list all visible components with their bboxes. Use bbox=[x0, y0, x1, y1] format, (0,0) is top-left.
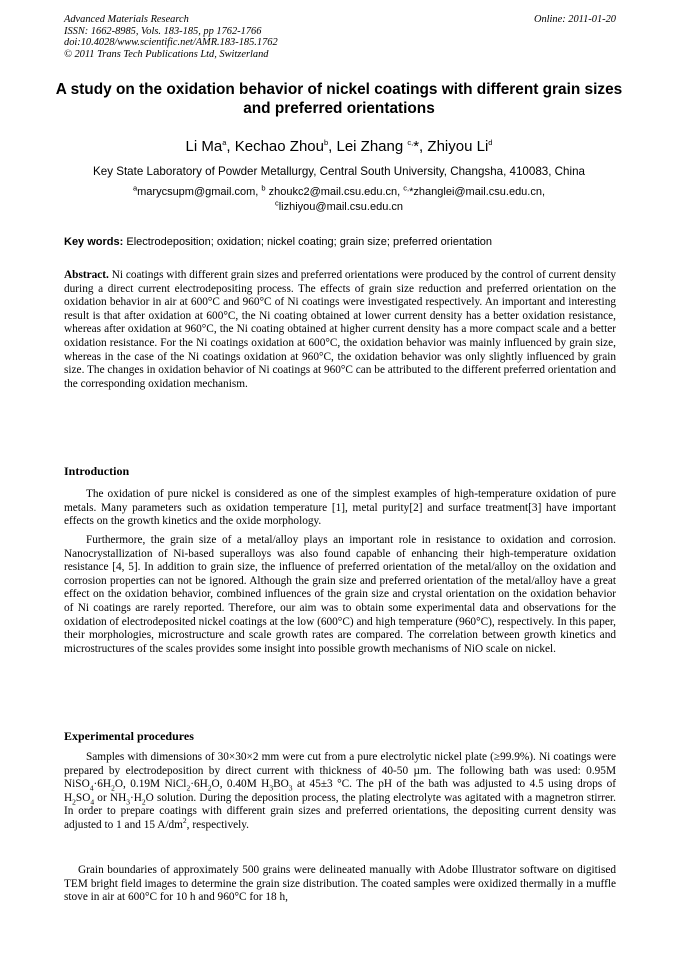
experimental-paragraph-2: Grain boundaries of approximately 500 grains were delineated manually with Adobe Illustrator software on digitised TEM bright field images to determine the grain size distribution. The coated samples were oxidized thermally in a muffle stove in air at 600°C for 10 h and 960°C for 18 h, bbox=[64, 864, 616, 904]
paper-title: A study on the oxidation behavior of nickel coatings with different grain sizes and preferred orientations bbox=[55, 81, 623, 117]
doi-line: doi:10.4028/www.scientific.net/AMR.183-185.1762 bbox=[64, 37, 278, 49]
email-mark: c, bbox=[403, 183, 410, 193]
author-sep: , bbox=[226, 138, 235, 155]
keywords-label: Key words: bbox=[64, 236, 124, 248]
text-run: at 45±3 °C. The pH of the bath was adjusted to 4.5 using drops of H bbox=[64, 778, 617, 804]
subscript: 4 bbox=[89, 783, 94, 793]
text-run: O solution. During the deposition process, the plating electrolyte was agitated with a magnetron stirrer. In order to prepare coatings with different grain sizes and preferred orientations, the depositing current density was adjusted to 1 and 15 A/dm bbox=[64, 791, 616, 831]
text-run: O, 0.19M NiCl bbox=[114, 778, 187, 791]
author-name: Kechao Zhou bbox=[234, 138, 324, 155]
author-sep: *, bbox=[413, 138, 428, 155]
subscript: 4 bbox=[90, 797, 95, 807]
email-link[interactable]: zhoukc2@mail.csu.edu.cn, bbox=[265, 186, 404, 198]
subscript: 3 bbox=[269, 783, 274, 793]
intro-paragraph-1: The oxidation of pure nickel is considered as one of the simplest examples of high-temperature oxidation of pure metals. Many parameters such as oxidation temperature [1], metal purity[2] and surface treatment[3] have important effects on the growth kinetics and the oxide morphology. bbox=[64, 488, 616, 528]
copyright-line: © 2011 Trans Tech Publications Ltd, Switzerland bbox=[64, 48, 269, 60]
text-run: ·6H bbox=[190, 778, 208, 791]
email-line-1 bbox=[40, 185, 638, 200]
author-affil-mark: d bbox=[488, 138, 493, 147]
journal-name: Advanced Materials Research bbox=[64, 14, 189, 25]
journal-header bbox=[64, 14, 616, 60]
text-run: , respectively. bbox=[186, 818, 249, 831]
author-name: Zhiyou Li bbox=[427, 138, 489, 155]
section-heading-introduction: Introduction bbox=[64, 464, 130, 478]
abstract-label: Abstract. bbox=[64, 269, 109, 281]
author-affil-mark: a bbox=[222, 138, 227, 147]
affiliation: Key State Laboratory of Powder Metallurgy, Central South University, Changsha, 410083, China bbox=[93, 165, 585, 178]
text-run: BO bbox=[273, 778, 289, 791]
superscript: 2 bbox=[182, 816, 187, 826]
email-line-2 bbox=[40, 200, 638, 215]
author-list bbox=[40, 138, 638, 156]
email-link[interactable]: marycsupm@gmail.com, bbox=[137, 186, 262, 198]
issn-line: ISSN: 1662-8985, Vols. 183-185, pp 1762-1766 bbox=[64, 25, 262, 37]
abstract bbox=[64, 269, 616, 391]
subscript: 2 bbox=[141, 797, 146, 807]
subscript: 2 bbox=[186, 783, 191, 793]
text-run: Samples with dimensions of 30×30×2 mm were cut from a pure electrolytic nickel plate (≥99.9%). Ni coatings were prepared by electrodeposition by direct current with thickness of 40-50 µm. The following bath was used: 0.95M NiSO bbox=[64, 751, 616, 791]
email-link[interactable]: lizhiyou@mail.csu.edu.cn bbox=[278, 201, 404, 213]
email-mark: c bbox=[274, 198, 279, 208]
author-name: Li Ma bbox=[185, 138, 223, 155]
author-name: Lei Zhang bbox=[336, 138, 408, 155]
text-run: SO bbox=[75, 791, 91, 804]
subscript: 2 bbox=[111, 783, 115, 793]
author-affil-mark: b bbox=[323, 138, 329, 147]
subscript: 3 bbox=[288, 783, 293, 793]
email-mark: a bbox=[132, 183, 138, 193]
author-affil-mark: c, bbox=[407, 138, 414, 147]
keywords bbox=[64, 235, 624, 249]
text-run: ·6H bbox=[93, 778, 112, 791]
text-run: ·H bbox=[129, 791, 142, 804]
subscript: 3 bbox=[126, 797, 130, 807]
subscript: 2 bbox=[72, 797, 76, 807]
subscript: 2 bbox=[207, 783, 212, 793]
intro-paragraph-2: Furthermore, the grain size of a metal/alloy plays an important role in resistance to oxidation and corrosion. Nanocrystallization of Ni-based superalloys was also found capable of enhancing their high-temperature oxidation resistance [4, 5]. In addition to grain size, the influence of preferred orientation of the metal/alloy on the oxidation and corrosion properties can not be ignored. Although the grain size and preferred orientation of the metal/alloy have a great effect on the oxidation behavior, combined influences of the grain size and crystal orientation on the oxidation behavior of Ni coatings are rarely reported. Therefore, our aim was to obtain some experimental data and observations for the oxidation of electrodeposited nickel coatings at the low (600°C) and high temperature (960°C), respectively. In this paper, their morphologies, microstructure and scale growth rates are compared. The correlation between growth kinetics and microstructures of the scales provides some insight into possible growth mechanisms of NiO scale on nickel. bbox=[64, 534, 616, 655]
keywords-text: Electrodeposition; oxidation; nickel coating; grain size; preferred orientation bbox=[123, 236, 493, 248]
online-date: Online: 2011-01-20 bbox=[533, 14, 616, 25]
text-run: or NH bbox=[94, 791, 127, 804]
experimental-paragraph-1 bbox=[64, 751, 616, 833]
email-link[interactable]: *zhanglei@mail.csu.edu.cn, bbox=[409, 186, 546, 198]
email-mark: b bbox=[261, 183, 266, 193]
author-sep: , bbox=[328, 138, 337, 155]
text-run: O, 0.40M H bbox=[211, 778, 270, 791]
email-block bbox=[40, 185, 638, 215]
abstract-text: Ni coatings with different grain sizes and preferred orientations were produced by the control of current density during a direct current electrodepositing process. The effects of grain size reduction and preferred orientation on the oxidation behavior in air at 600°C and 960°C of Ni coatings were investigated respectively. An important and interesting result is that after oxidation at 600°C, the Ni coating obtained at lower current density has a better oxidation resistance, whereas after oxidation at 960°C, the Ni coating obtained at higher current density has a more compact scale and a better oxidation resistance. For the Ni coatings oxidation at 600°C, the oxidation behavior was mainly influenced by grain size, whereas in the case of the Ni coatings oxidation at 960°C, the oxidation behavior was only slightly influenced by grain size. The changes in oxidation behavior of Ni coatings at 960°C can be attributed to the different preferred orientation and the corresponding oxidation mechanism. bbox=[64, 269, 616, 390]
section-heading-experimental: Experimental procedures bbox=[64, 729, 194, 743]
